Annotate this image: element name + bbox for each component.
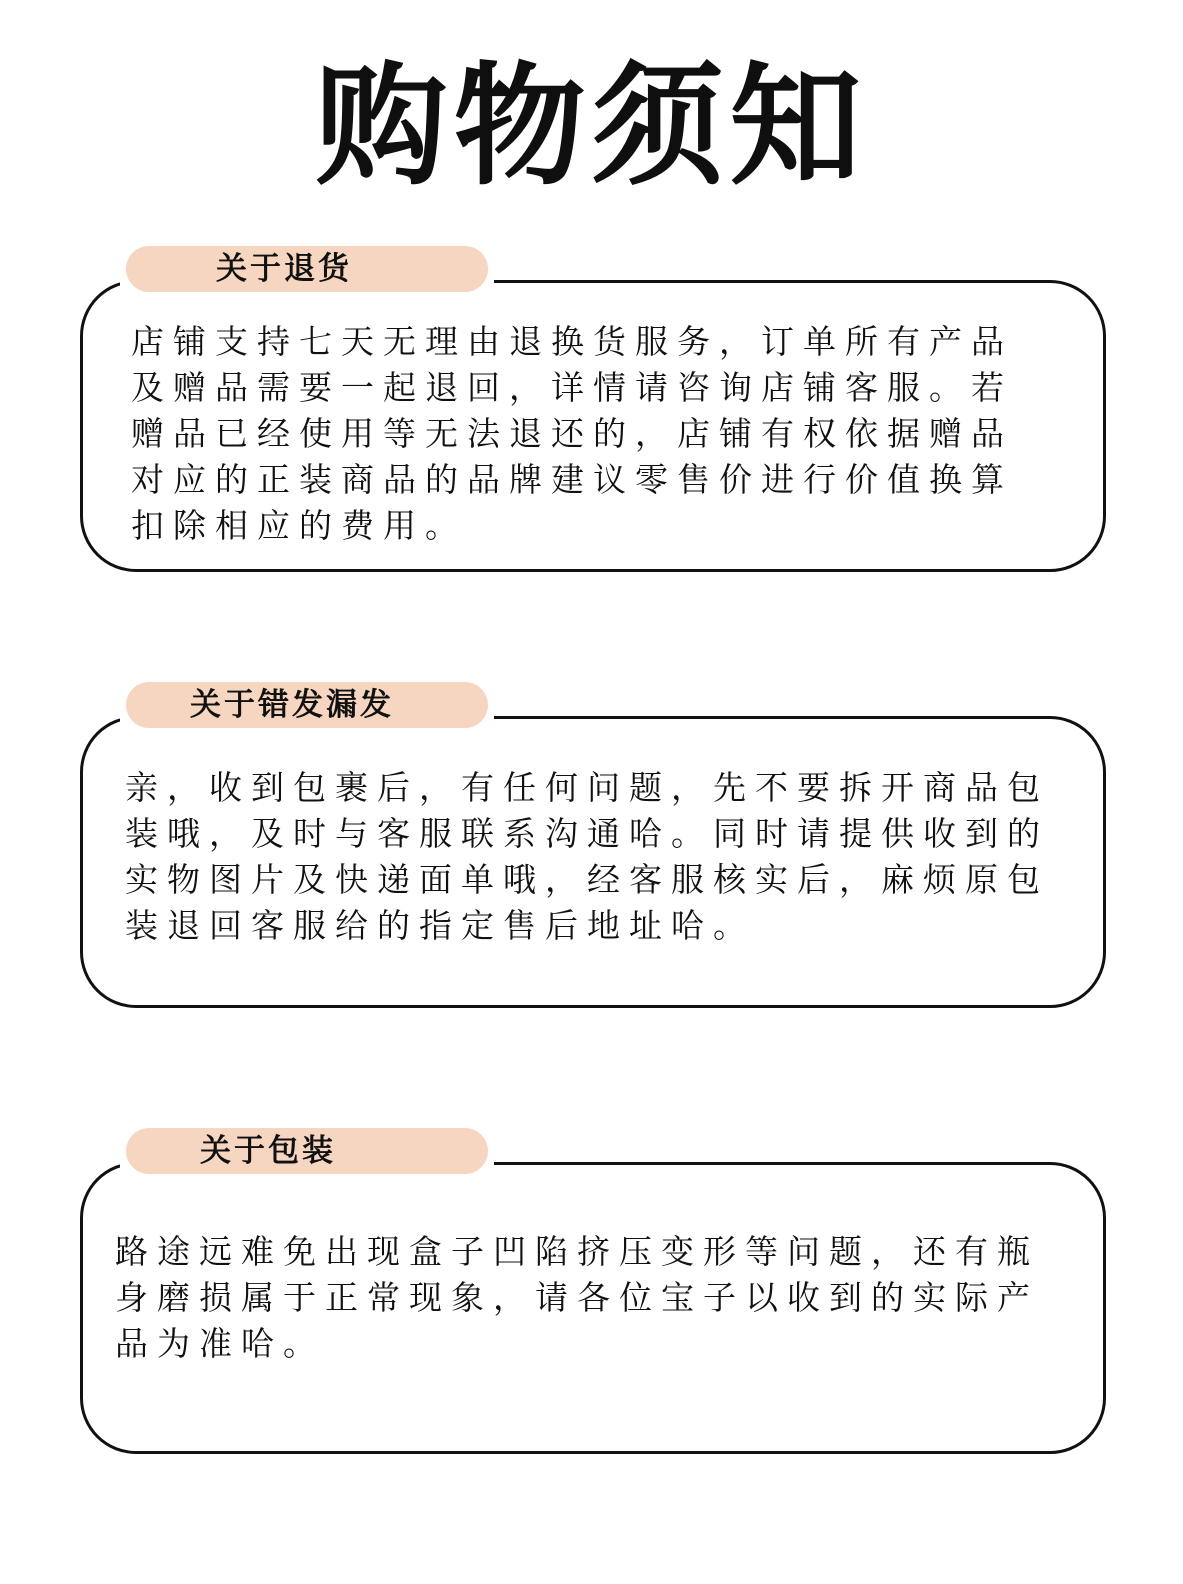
section-wrong-shipment <box>80 682 1106 1008</box>
section-heading-wrong-shipment: 关于错发漏发 <box>190 687 394 723</box>
section-body-packaging: 路途远难免出现盒子凹陷挤压变形等问题，还有瓶身磨损属于正常现象，请各位宝子以收到的实际产品为准哈。 <box>115 1232 1039 1363</box>
section-body-returns: 店铺支持七天无理由退换货服务，订单所有产品及赠品需要一起退回，详情请咨询店铺客服。若赠品已经使用等无法退还的，店铺有权依据赠品对应的正装商品的品牌建议零售价进行价值换算扣除相应的费用。 <box>131 322 1013 545</box>
section-heading-returns: 关于退货 <box>216 251 352 287</box>
section-box-returns <box>80 280 1106 572</box>
section-body-wrong-shipment: 亲，收到包裹后，有任何问题，先不要拆开商品包装哦，及时与客服联系沟通哈。同时请提供收到的实物图片及快递面单哦，经客服核实后，麻烦原包装退回客服给的指定售后地址哈。 <box>125 768 1049 945</box>
section-box-packaging <box>80 1162 1106 1454</box>
section-returns <box>80 246 1106 572</box>
section-tag-returns <box>126 246 488 292</box>
section-tag-packaging <box>126 1128 488 1174</box>
page-title: 购物须知 <box>315 49 868 204</box>
section-tag-wrong-shipment <box>126 682 488 728</box>
section-packaging <box>80 1128 1106 1454</box>
section-heading-packaging: 关于包装 <box>200 1133 336 1169</box>
section-box-wrong-shipment <box>80 716 1106 1008</box>
